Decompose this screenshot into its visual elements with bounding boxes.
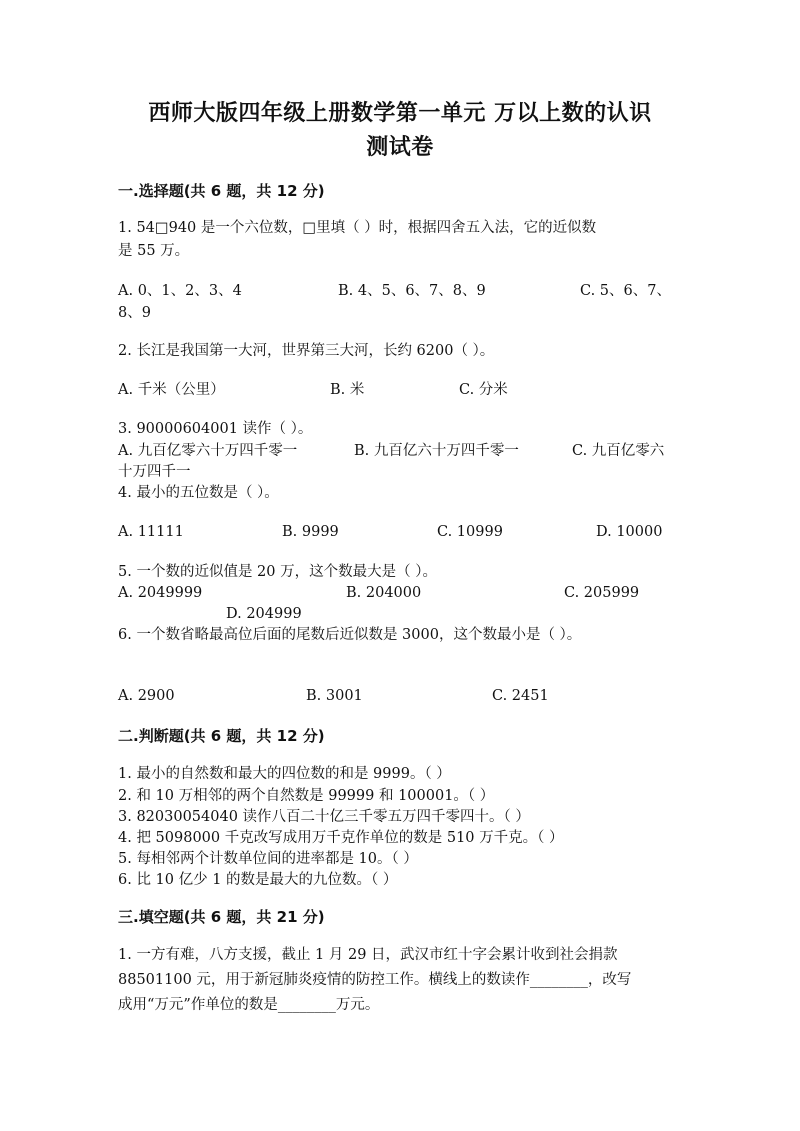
q3-option-a: A. 九百亿零六十万四千零一 [118,443,298,459]
q3-option-b: B. 九百亿六十万四千零一 [354,443,519,459]
q2-option-b: B. 米 [330,382,365,398]
q3-text: 3. 90000604001 读作（ ）。 [118,421,313,437]
q1-option-a: A. 0、1、2、3、4 [118,283,242,299]
section1-heading: 一.选择题(共 6 题，共 12 分) [118,182,325,200]
section3-heading: 三.填空题(共 6 题，共 21 分) [118,908,325,926]
q4-option-a: A. 11111 [118,524,184,540]
judge-item-2: 2. 和 10 万相邻的两个自然数是 99999 和 100001。（ ） [118,788,495,804]
q6-text: 6. 一个数省略最高位后面的尾数后近似数是 3000，这个数最小是（ ）。 [118,627,582,643]
q5-option-d: D. 204999 [226,606,302,622]
q5-option-c: C. 205999 [564,585,640,601]
fill-q1-line1: 1. 一方有难，八方支援，截止 1 月 29 日，武汉市红十字会累计收到社会捐款 [118,947,618,963]
q6-option-a: A. 2900 [118,688,175,704]
q5-text: 5. 一个数的近似值是 20 万，这个数最大是（ ）。 [118,564,437,580]
q1-text-line2: 是 55 万。 [118,243,190,259]
q2-option-c: C. 分米 [459,382,508,398]
q1-option-c-continued: 8、9 [118,305,151,321]
judge-item-6: 6. 比 10 亿少 1 的数是最大的九位数。（ ） [118,872,398,888]
q4-option-d: D. 10000 [596,524,663,540]
q3-option-c: C. 九百亿零六 [572,443,665,459]
judge-item-1: 1. 最小的自然数和最大的四位数的和是 9999。（ ） [118,766,451,782]
q6-option-c: C. 2451 [492,688,549,704]
judge-item-5: 5. 每相邻两个计数单位间的进率都是 10。（ ） [118,851,418,867]
q4-text: 4. 最小的五位数是（ ）。 [118,485,279,501]
page-title-line2: 测试卷 [366,134,434,160]
q6-option-b: B. 3001 [306,688,363,704]
fill-q1-line3: 成用“万元”作单位的数是________万元。 [118,997,380,1013]
page-title-line1: 西师大版四年级上册数学第一单元 万以上数的认识 [148,100,652,126]
q4-option-b: B. 9999 [282,524,339,540]
q2-text: 2. 长江是我国第一大河，世界第三大河，长约 6200（ ）。 [118,343,495,359]
judge-item-3: 3. 82030054040 读作八百二十亿三千零五万四千零四十。（ ） [118,809,530,825]
q5-option-b: B. 204000 [346,585,422,601]
q2-option-a: A. 千米（公里） [118,382,225,398]
fill-q1-line2: 88501100 元，用于新冠肺炎疫情的防控工作。横线上的数读作________，改写 [118,972,632,988]
q4-option-c: C. 10999 [437,524,503,540]
q1-option-b: B. 4、5、6、7、8、9 [338,283,486,299]
q1-option-c: C. 5、6、7、 [580,283,671,299]
section2-heading: 二.判断题(共 6 题，共 12 分) [118,727,325,745]
q5-option-a: A. 2049999 [118,585,203,601]
judge-item-4: 4. 把 5098000 千克改写成用万千克作单位的数是 510 万千克。（ ） [118,830,564,846]
q3-option-c-continued: 十万四千一 [118,464,191,480]
q1-text-line1: 1. 54□940 是一个六位数，□里填（ ）时，根据四舍五入法，它的近似数 [118,220,597,236]
